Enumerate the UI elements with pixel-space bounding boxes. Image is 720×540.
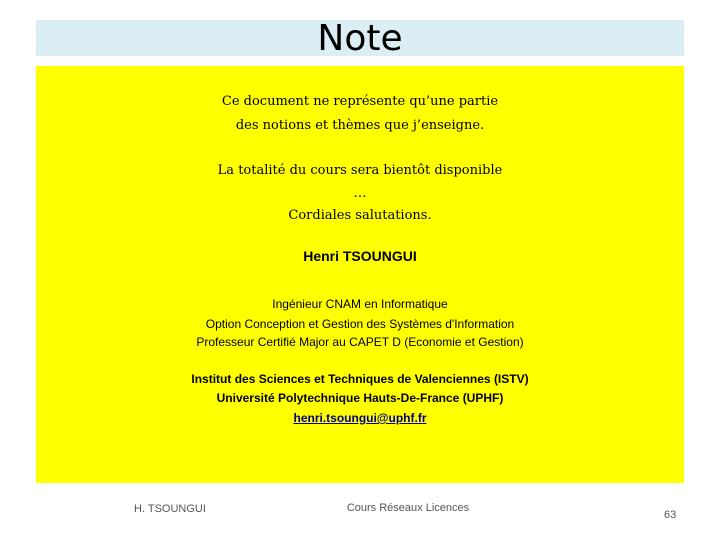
note-ellipsis: … [353, 186, 367, 201]
note-line: des notions et thèmes que j’enseigne. [235, 118, 485, 133]
footer-author: H. TSOUNGUI [134, 503, 206, 515]
page-number: 63 [664, 509, 677, 521]
author-email-link[interactable]: henri.tsoungui@uphf.fr [293, 411, 427, 425]
email-row [36, 411, 684, 425]
slide-title: Note [317, 18, 403, 59]
note-line: La totalité du cours sera bientôt disponible [217, 163, 503, 178]
author-credential: Professeur Certifié Major au CAPET D (Economie et Gestion) [196, 335, 524, 349]
author-affiliation: Université Polytechnique Hauts-De-France (UPHF) [216, 391, 504, 405]
author-credential: Ingénieur CNAM en Informatique [272, 297, 448, 311]
note-closing: Cordiales salutations. [288, 208, 432, 223]
author-affiliation: Institut des Sciences et Techniques de Valenciennes (ISTV) [191, 372, 529, 386]
footer-course: Cours Réseaux Licences [346, 502, 470, 514]
author-name: Henri TSOUNGUI [303, 248, 417, 264]
note-line: Ce document ne représente qu’une partie [221, 94, 499, 109]
author-credential: Option Conception et Gestion des Systèmes d'Information [205, 317, 515, 331]
